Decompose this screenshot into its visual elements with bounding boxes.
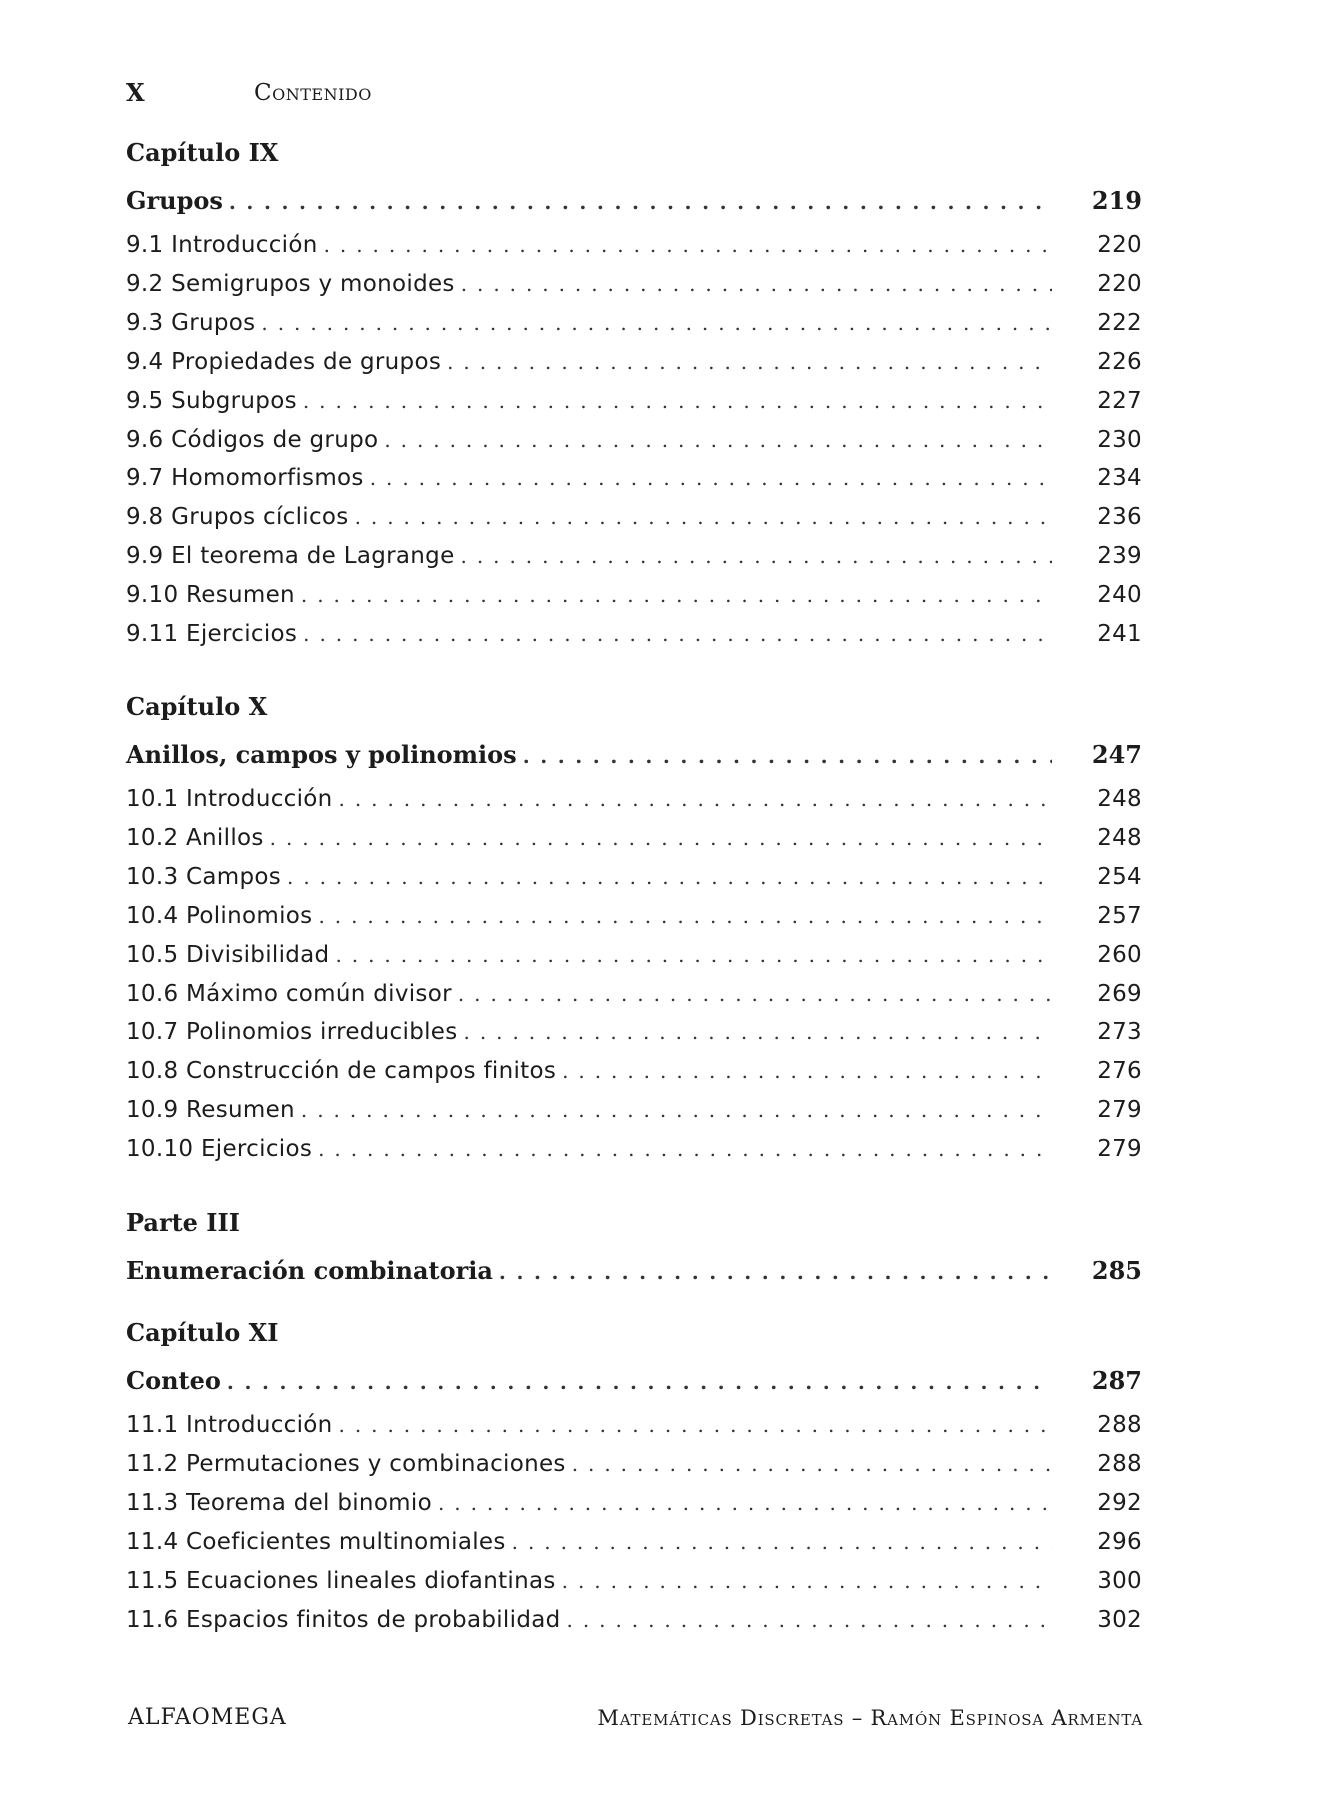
toc-section-entry[interactable]: [126, 1412, 1142, 1442]
toc-section-entry-page: 241: [1097, 621, 1142, 647]
dot-leader: [523, 744, 1052, 768]
toc-section-entry[interactable]: [126, 427, 1142, 457]
toc-section-entry-title: 11.5 Ecuaciones lineales diofantinas: [126, 1568, 556, 1594]
dot-leader: [324, 233, 1052, 257]
dot-leader: [229, 190, 1052, 214]
toc-section-entry-page: 220: [1097, 271, 1142, 297]
toc-section-entry[interactable]: [126, 942, 1142, 972]
toc-section-entry-title: 9.3 Grupos: [126, 310, 256, 336]
toc-chapter-entry-title: Anillos, campos y polinomios: [126, 740, 517, 769]
toc-section-entry-title: 10.10 Ejercicios: [126, 1136, 313, 1162]
toc-section-entry-title: 9.8 Grupos cíclicos: [126, 504, 349, 530]
toc-section-entry-page: 248: [1097, 786, 1142, 812]
toc-chapter-entry[interactable]: [126, 1256, 1142, 1286]
running-head-title: Contenido: [254, 80, 372, 106]
toc-section-entry-title: 9.2 Semigrupos y monoides: [126, 271, 455, 297]
toc-chapter-entry-title: Enumeración combinatoria: [126, 1256, 493, 1285]
dot-leader: [287, 865, 1052, 889]
toc-chapter-entry-page: 247: [1091, 740, 1142, 769]
toc-section-entry-page: 220: [1097, 232, 1142, 258]
toc-section-entry-title: 10.8 Construcción de campos finitos: [126, 1058, 557, 1084]
dot-leader: [438, 1491, 1052, 1515]
footer-publisher: ALFAOMEGA: [128, 1705, 287, 1730]
toc-section-entry[interactable]: [126, 1568, 1142, 1598]
dot-leader: [562, 1569, 1052, 1593]
toc-chapter-entry[interactable]: [126, 1366, 1142, 1396]
toc-section-entry-page: 236: [1097, 504, 1142, 530]
group-label: Capítulo IX: [126, 138, 279, 167]
toc-section-entry[interactable]: [126, 981, 1142, 1011]
toc-section-entry[interactable]: [126, 1490, 1142, 1520]
toc-chapter-entry-page: 285: [1091, 1256, 1142, 1285]
toc-section-entry-title: 10.9 Resumen: [126, 1097, 295, 1123]
toc-section-entry[interactable]: [126, 388, 1142, 418]
toc-section-entry-title: 10.6 Máximo común divisor: [126, 981, 452, 1007]
toc-section-entry-title: 11.2 Permutaciones y combinaciones: [126, 1451, 566, 1477]
toc-section-entry[interactable]: [126, 271, 1142, 301]
dot-leader: [567, 1608, 1052, 1632]
toc-section-entry-page: 288: [1097, 1412, 1142, 1438]
dot-leader: [512, 1530, 1052, 1554]
toc-section-entry-title: 10.1 Introducción: [126, 786, 333, 812]
toc-section-entry-page: 240: [1097, 582, 1142, 608]
toc-section-entry-title: 11.3 Teorema del binomio: [126, 1490, 432, 1516]
toc-section-entry-page: 239: [1097, 543, 1142, 569]
dot-leader: [458, 982, 1052, 1006]
toc-section-entry[interactable]: [126, 1607, 1142, 1637]
toc-section-entry-page: 279: [1097, 1097, 1142, 1123]
toc-section-entry-title: 9.10 Resumen: [126, 582, 295, 608]
toc-section-entry[interactable]: [126, 786, 1142, 816]
toc-section-entry-title: 10.7 Polinomios irreducibles: [126, 1019, 458, 1045]
dot-leader: [464, 1020, 1052, 1044]
toc-chapter-entry-title: Grupos: [126, 186, 223, 215]
dot-leader: [339, 787, 1052, 811]
toc-chapter-entry[interactable]: [126, 740, 1142, 770]
toc-section-entry-page: 273: [1097, 1019, 1142, 1045]
toc-section-entry-page: 234: [1097, 465, 1142, 491]
toc-section-entry[interactable]: [126, 310, 1142, 340]
toc-section-entry-title: 11.1 Introducción: [126, 1412, 333, 1438]
toc-section-entry-title: 9.1 Introducción: [126, 232, 318, 258]
dot-leader: [384, 428, 1052, 452]
toc-section-entry-page: 230: [1097, 427, 1142, 453]
dot-leader: [461, 272, 1052, 296]
toc-section-entry-title: 9.5 Subgrupos: [126, 388, 297, 414]
toc-section-entry-title: 11.6 Espacios finitos de probabilidad: [126, 1607, 561, 1633]
dot-leader: [303, 389, 1052, 413]
toc-section-entry-title: 10.5 Divisibilidad: [126, 942, 330, 968]
toc-section-entry[interactable]: [126, 232, 1142, 262]
toc-section-entry[interactable]: [126, 349, 1142, 379]
toc-section-entry[interactable]: [126, 825, 1142, 855]
toc-section-entry[interactable]: [126, 1058, 1142, 1088]
toc-section-entry[interactable]: [126, 903, 1142, 933]
page-number: X: [126, 78, 145, 107]
dot-leader: [318, 904, 1052, 928]
footer-book-info: Matemáticas Discretas – Ramón Espinosa Armenta: [597, 1706, 1143, 1730]
toc-section-entry[interactable]: [126, 582, 1142, 612]
toc-section-entry-title: 9.4 Propiedades de grupos: [126, 349, 442, 375]
dot-leader: [572, 1452, 1052, 1476]
toc-section-entry-page: 248: [1097, 825, 1142, 851]
dot-leader: [270, 826, 1052, 850]
toc-section-entry[interactable]: [126, 864, 1142, 894]
toc-section-entry[interactable]: [126, 1097, 1142, 1127]
group-label: Parte III: [126, 1208, 240, 1237]
group-label: Capítulo X: [126, 692, 268, 721]
group-label: Capítulo XI: [126, 1318, 279, 1347]
toc-section-entry-page: 226: [1097, 349, 1142, 375]
dot-leader: [499, 1260, 1052, 1284]
toc-section-entry-page: 292: [1097, 1490, 1142, 1516]
toc-section-entry[interactable]: [126, 465, 1142, 495]
toc-section-entry-page: 279: [1097, 1136, 1142, 1162]
toc-chapter-entry-title: Conteo: [126, 1366, 221, 1395]
toc-section-entry[interactable]: [126, 1451, 1142, 1481]
dot-leader: [301, 583, 1052, 607]
toc-section-entry-title: 11.4 Coeficientes multinomiales: [126, 1529, 506, 1555]
toc-section-entry-page: 227: [1097, 388, 1142, 414]
toc-section-entry-page: 257: [1097, 903, 1142, 929]
toc-section-entry-page: 302: [1097, 1607, 1142, 1633]
toc-section-entry-page: 288: [1097, 1451, 1142, 1477]
dot-leader: [335, 943, 1052, 967]
toc-section-entry-title: 9.7 Homomorfismos: [126, 465, 364, 491]
toc-section-entry-title: 9.9 El teorema de Lagrange: [126, 543, 455, 569]
toc-section-entry-title: 9.11 Ejercicios: [126, 621, 298, 647]
dot-leader: [339, 1413, 1052, 1437]
dot-leader: [318, 1137, 1052, 1161]
toc-chapter-entry-page: 219: [1091, 186, 1142, 215]
dot-leader: [303, 622, 1052, 646]
dot-leader: [227, 1370, 1052, 1394]
dot-leader: [261, 311, 1052, 335]
dot-leader: [447, 350, 1052, 374]
toc-section-entry-page: 222: [1097, 310, 1142, 336]
dot-leader: [301, 1098, 1052, 1122]
toc-section-entry-title: 9.6 Códigos de grupo: [126, 427, 379, 453]
toc-section-entry-page: 276: [1097, 1058, 1142, 1084]
toc-section-entry-page: 269: [1097, 981, 1142, 1007]
toc-section-entry-page: 254: [1097, 864, 1142, 890]
toc-section-entry[interactable]: [126, 504, 1142, 534]
toc-chapter-entry[interactable]: [126, 186, 1142, 216]
toc-section-entry-page: 260: [1097, 942, 1142, 968]
dot-leader: [562, 1059, 1052, 1083]
dot-leader: [370, 466, 1052, 490]
toc-section-entry[interactable]: [126, 621, 1142, 651]
toc-section-entry-title: 10.3 Campos: [126, 864, 282, 890]
toc-section-entry[interactable]: [126, 1136, 1142, 1166]
toc-section-entry[interactable]: [126, 1529, 1142, 1559]
toc-section-entry-page: 300: [1097, 1568, 1142, 1594]
toc-section-entry-title: 10.2 Anillos: [126, 825, 264, 851]
toc-section-entry[interactable]: [126, 1019, 1142, 1049]
toc-chapter-entry-page: 287: [1091, 1366, 1142, 1395]
dot-leader: [355, 505, 1052, 529]
dot-leader: [461, 544, 1052, 568]
toc-section-entry[interactable]: [126, 543, 1142, 573]
toc-section-entry-page: 296: [1097, 1529, 1142, 1555]
toc-section-entry-title: 10.4 Polinomios: [126, 903, 313, 929]
